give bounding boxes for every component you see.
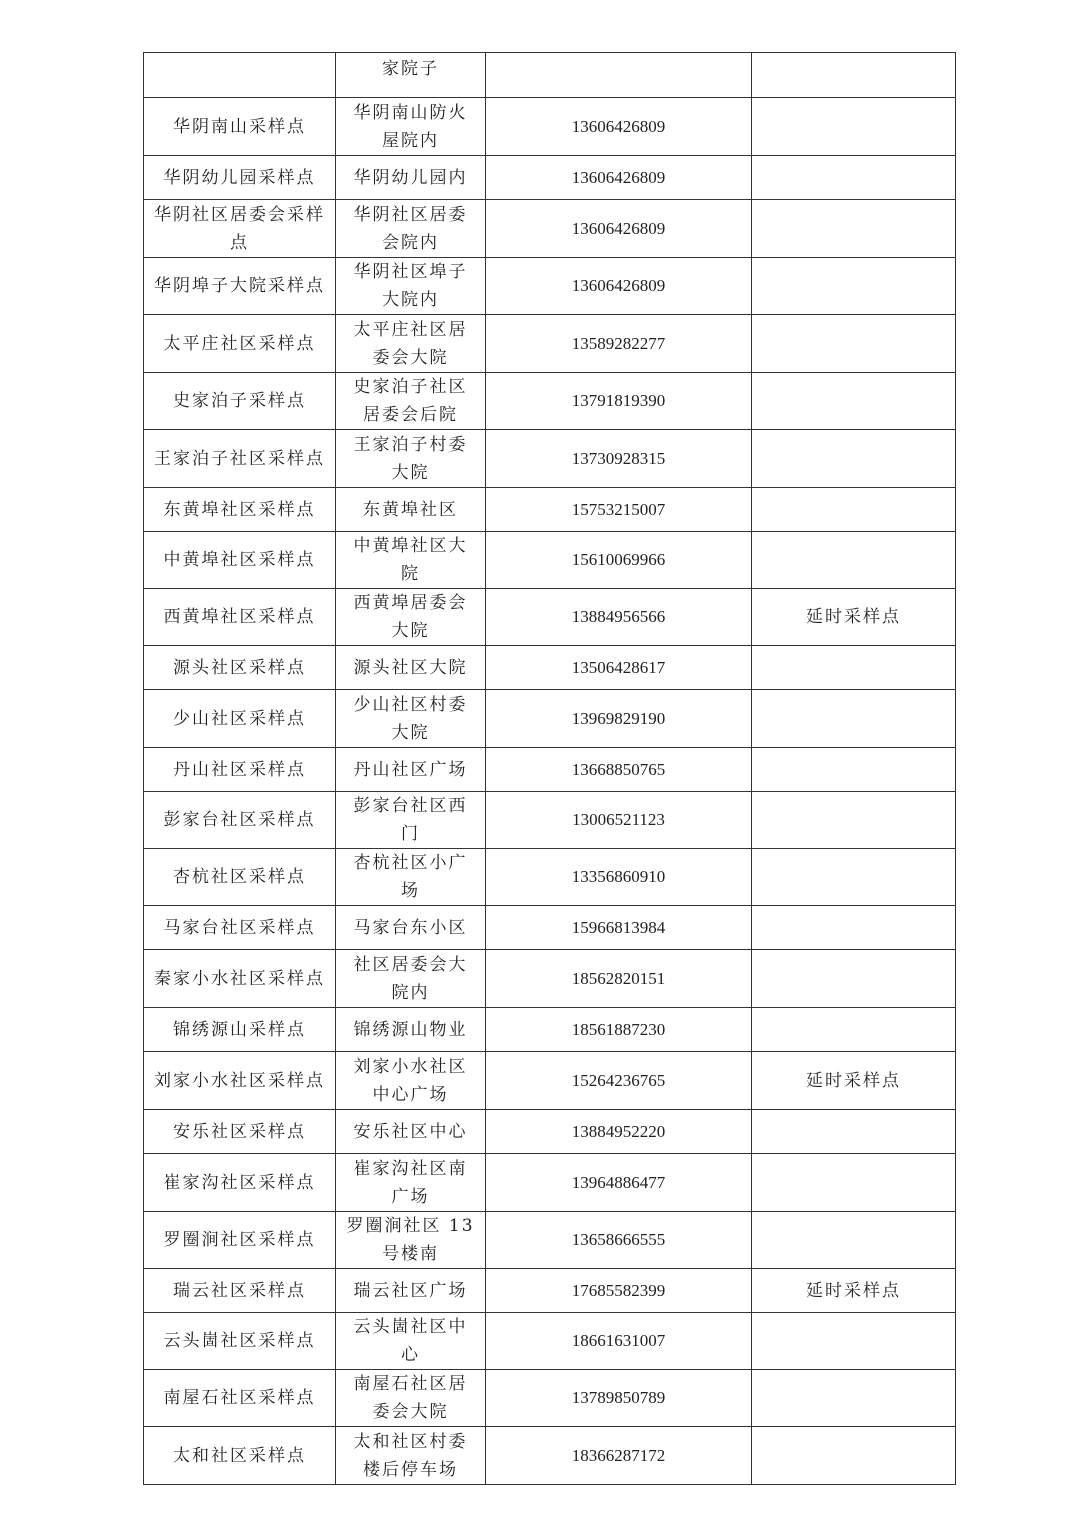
table-row [144, 1008, 956, 1052]
contact-phone-cell: 15610069966 [486, 532, 752, 589]
contact-phone-cell: 13884952220 [486, 1110, 752, 1154]
note-cell [752, 1154, 956, 1212]
site-name-cell: 刘家小水社区采样点 [144, 1052, 336, 1110]
site-address-cell: 家院子 [336, 53, 486, 98]
table-row [144, 1313, 956, 1370]
site-name-cell: 杏杭社区采样点 [144, 849, 336, 906]
contact-phone-cell: 13606426809 [486, 200, 752, 258]
site-name-cell: 史家泊子采样点 [144, 373, 336, 430]
site-address-cell: 杏杭社区小广场 [336, 849, 486, 906]
site-name-cell: 华阴南山采样点 [144, 98, 336, 156]
note-cell [752, 646, 956, 690]
table-row [144, 98, 956, 156]
site-address-cell: 东黄埠社区 [336, 488, 486, 532]
site-address-cell: 罗圈涧社区 13 号楼南 [336, 1212, 486, 1269]
site-address-cell: 太和社区村委楼后停车场 [336, 1427, 486, 1485]
site-name-cell: 安乐社区采样点 [144, 1110, 336, 1154]
site-name-cell: 彭家台社区采样点 [144, 792, 336, 849]
contact-phone-cell: 13668850765 [486, 748, 752, 792]
table-row [144, 315, 956, 373]
site-name-cell [144, 53, 336, 98]
table-row [144, 748, 956, 792]
note-cell [752, 1427, 956, 1485]
note-cell: 延时采样点 [752, 1269, 956, 1313]
contact-phone-cell: 17685582399 [486, 1269, 752, 1313]
note-cell [752, 53, 956, 98]
table-row [144, 646, 956, 690]
site-address-cell: 南屋石社区居委会大院 [336, 1370, 486, 1427]
note-cell [752, 373, 956, 430]
note-cell [752, 748, 956, 792]
site-address-cell: 源头社区大院 [336, 646, 486, 690]
site-address-cell: 刘家小水社区中心广场 [336, 1052, 486, 1110]
site-name-cell: 华阴社区居委会采样点 [144, 200, 336, 258]
site-name-cell: 罗圈涧社区采样点 [144, 1212, 336, 1269]
site-name-cell: 王家泊子社区采样点 [144, 430, 336, 488]
contact-phone-cell: 18561887230 [486, 1008, 752, 1052]
note-cell [752, 1212, 956, 1269]
site-address-cell: 太平庄社区居委会大院 [336, 315, 486, 373]
contact-phone-cell: 15966813984 [486, 906, 752, 950]
note-cell [752, 258, 956, 315]
contact-phone-cell [486, 53, 752, 98]
site-address-cell: 华阴幼儿园内 [336, 156, 486, 200]
table-row [144, 1110, 956, 1154]
site-name-cell: 丹山社区采样点 [144, 748, 336, 792]
site-name-cell: 南屋石社区采样点 [144, 1370, 336, 1427]
table-row [144, 373, 956, 430]
site-address-cell: 安乐社区中心 [336, 1110, 486, 1154]
table-row [144, 1154, 956, 1212]
table-row [144, 792, 956, 849]
contact-phone-cell: 13606426809 [486, 156, 752, 200]
note-cell [752, 1008, 956, 1052]
table-row [144, 156, 956, 200]
table-row [144, 258, 956, 315]
table-row [144, 849, 956, 906]
site-name-cell: 秦家小水社区采样点 [144, 950, 336, 1008]
site-address-cell: 王家泊子村委大院 [336, 430, 486, 488]
site-name-cell: 太平庄社区采样点 [144, 315, 336, 373]
contact-phone-cell: 18562820151 [486, 950, 752, 1008]
contact-phone-cell: 13789850789 [486, 1370, 752, 1427]
site-name-cell: 华阴埠子大院采样点 [144, 258, 336, 315]
site-address-cell: 史家泊子社区居委会后院 [336, 373, 486, 430]
contact-phone-cell: 13356860910 [486, 849, 752, 906]
note-cell [752, 488, 956, 532]
contact-phone-cell: 13791819390 [486, 373, 752, 430]
note-cell [752, 98, 956, 156]
site-address-cell: 瑞云社区广场 [336, 1269, 486, 1313]
contact-phone-cell: 15753215007 [486, 488, 752, 532]
table-row [144, 589, 956, 646]
note-cell [752, 430, 956, 488]
table-row [144, 906, 956, 950]
table-row [144, 1212, 956, 1269]
document-page [143, 52, 955, 1485]
site-address-cell: 西黄埠居委会大院 [336, 589, 486, 646]
site-address-cell: 彭家台社区西门 [336, 792, 486, 849]
note-cell [752, 315, 956, 373]
contact-phone-cell: 18366287172 [486, 1427, 752, 1485]
note-cell: 延时采样点 [752, 589, 956, 646]
site-name-cell: 云头崮社区采样点 [144, 1313, 336, 1370]
note-cell [752, 1370, 956, 1427]
table-row [144, 53, 956, 98]
note-cell: 延时采样点 [752, 1052, 956, 1110]
table-row [144, 1269, 956, 1313]
site-name-cell: 瑞云社区采样点 [144, 1269, 336, 1313]
contact-phone-cell: 15264236765 [486, 1052, 752, 1110]
table-row [144, 488, 956, 532]
note-cell [752, 690, 956, 748]
note-cell [752, 1110, 956, 1154]
contact-phone-cell: 13730928315 [486, 430, 752, 488]
site-address-cell: 华阴南山防火屋院内 [336, 98, 486, 156]
site-name-cell: 崔家沟社区采样点 [144, 1154, 336, 1212]
note-cell [752, 1313, 956, 1370]
site-address-cell: 云头崮社区中心 [336, 1313, 486, 1370]
contact-phone-cell: 18661631007 [486, 1313, 752, 1370]
table-row [144, 690, 956, 748]
table-row [144, 430, 956, 488]
table-row [144, 200, 956, 258]
site-name-cell: 太和社区采样点 [144, 1427, 336, 1485]
site-name-cell: 马家台社区采样点 [144, 906, 336, 950]
contact-phone-cell: 13506428617 [486, 646, 752, 690]
note-cell [752, 906, 956, 950]
contact-phone-cell: 13658666555 [486, 1212, 752, 1269]
sampling-sites-table [143, 52, 956, 1485]
site-address-cell: 马家台东小区 [336, 906, 486, 950]
site-address-cell: 社区居委会大院内 [336, 950, 486, 1008]
site-name-cell: 中黄埠社区采样点 [144, 532, 336, 589]
table-row [144, 532, 956, 589]
note-cell [752, 156, 956, 200]
site-address-cell: 华阴社区埠子大院内 [336, 258, 486, 315]
site-name-cell: 源头社区采样点 [144, 646, 336, 690]
site-name-cell: 华阴幼儿园采样点 [144, 156, 336, 200]
site-name-cell: 东黄埠社区采样点 [144, 488, 336, 532]
table-row [144, 950, 956, 1008]
site-name-cell: 少山社区采样点 [144, 690, 336, 748]
contact-phone-cell: 13006521123 [486, 792, 752, 849]
note-cell [752, 849, 956, 906]
site-address-cell: 少山社区村委大院 [336, 690, 486, 748]
site-address-cell: 华阴社区居委会院内 [336, 200, 486, 258]
contact-phone-cell: 13964886477 [486, 1154, 752, 1212]
site-address-cell: 崔家沟社区南广场 [336, 1154, 486, 1212]
table-row [144, 1052, 956, 1110]
note-cell [752, 532, 956, 589]
note-cell [752, 200, 956, 258]
note-cell [752, 950, 956, 1008]
contact-phone-cell: 13884956566 [486, 589, 752, 646]
contact-phone-cell: 13606426809 [486, 98, 752, 156]
table-row [144, 1427, 956, 1485]
site-name-cell: 锦绣源山采样点 [144, 1008, 336, 1052]
contact-phone-cell: 13589282277 [486, 315, 752, 373]
site-address-cell: 丹山社区广场 [336, 748, 486, 792]
contact-phone-cell: 13606426809 [486, 258, 752, 315]
site-address-cell: 中黄埠社区大院 [336, 532, 486, 589]
table-row [144, 1370, 956, 1427]
note-cell [752, 792, 956, 849]
site-name-cell: 西黄埠社区采样点 [144, 589, 336, 646]
contact-phone-cell: 13969829190 [486, 690, 752, 748]
site-address-cell: 锦绣源山物业 [336, 1008, 486, 1052]
